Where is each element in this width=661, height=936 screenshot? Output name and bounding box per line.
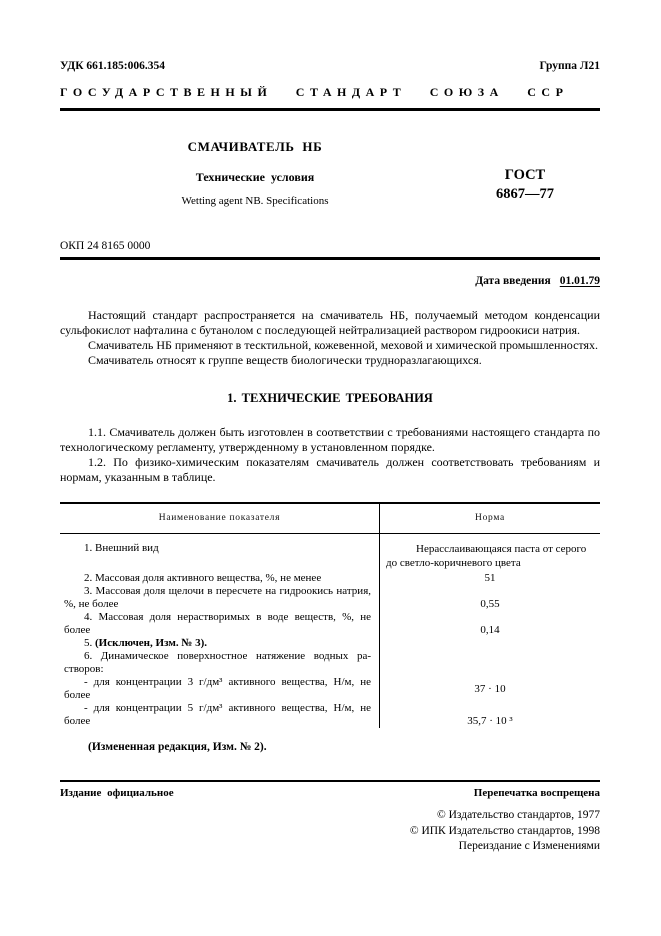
norm-value: 0,14 — [480, 624, 500, 636]
udk-code: УДК 661.185:006.354 — [60, 60, 165, 72]
indicator-name: 6. Динамическое поверхностное натяжение водных растворов: — [60, 650, 380, 676]
norm-value: 0,55 — [480, 598, 500, 610]
norm-value — [380, 637, 600, 650]
footer-divider — [60, 780, 600, 782]
intro-paragraph-1: Настоящий стандарт распространяется на смачиватель НБ, получаемый методом конденсации сульфокислот нафталина с бутанолом с последующей нейтрализацией раствором гидроокиси натрия. — [60, 308, 600, 337]
gost-designation — [450, 166, 600, 207]
title-block — [60, 139, 600, 207]
reprint-prohibited-label: Перепечатка воспрещена — [473, 787, 600, 799]
table-row — [60, 611, 600, 637]
section-1-heading: 1. ТЕХНИЧЕСКИЕ ТРЕБОВАНИЯ — [227, 391, 433, 405]
gost-label: ГОСТ — [504, 167, 546, 183]
standard-title-line: ГОСУДАРСТВЕННЫЙ СТАНДАРТ СОЮЗА ССР — [60, 85, 569, 99]
top-header-row — [60, 60, 600, 72]
table-row — [60, 702, 600, 728]
indicator-name: 4. Массовая доля нерастворимых в воде веществ, %, не более — [60, 611, 380, 637]
table-row — [60, 534, 600, 572]
top-divider — [60, 108, 600, 111]
okp-divider — [60, 257, 600, 260]
product-title: СМАЧИВАТЕЛЬ НБ — [187, 139, 323, 154]
group-label: Группа Л21 — [539, 60, 600, 72]
table-row — [60, 572, 600, 585]
norm-value: 35,7 · 10 ³ — [467, 715, 513, 727]
norm-value: 51 — [484, 572, 496, 584]
norm-value: 37 · 10 — [474, 682, 506, 695]
copyright-line: © Издательство стандартов, 1977 — [436, 809, 600, 821]
table-header-row — [60, 504, 600, 534]
table-row — [60, 585, 600, 611]
copyright-line: © ИПК Издательство стандартов, 1998 — [409, 824, 600, 837]
introduction-date — [60, 275, 600, 287]
clause-1-1: 1.1. Смачиватель должен быть изготовлен в соответствии с требованиями настоящего стандарта по технологическому регламенту, утвержденному в установленном порядке. — [60, 425, 600, 454]
title-left-column — [60, 139, 450, 207]
table-row — [60, 637, 600, 650]
table-header-name: Наименование показателя — [60, 504, 380, 533]
official-edition-label: Издание официальное — [60, 787, 174, 799]
product-subtitle: Технические условия — [195, 170, 315, 184]
amendment-note: (Измененная редакция, Изм. № 2). — [88, 741, 267, 753]
copyright-block — [60, 808, 600, 855]
intro-paragraph-2: Смачиватель НБ применяют в тесктильной, кожевенной, меховой и химической промышленностях. — [88, 338, 599, 352]
spec-table — [60, 502, 600, 728]
indicator-name: 1. Внешний вид — [60, 534, 380, 572]
indicator-name: 2. Массовая доля активного вещества, %, не менее — [60, 572, 380, 585]
table-header-norm: Норма — [475, 513, 505, 523]
norm-value — [380, 650, 600, 676]
introduction-date-label: Дата введения — [475, 275, 551, 287]
table-row — [60, 650, 600, 676]
intro-paragraph-3: Смачиватель относят к группе веществ биологически трудноразлагающихся. — [88, 353, 482, 367]
norm-value: Нерасслаивающаяся паста от серого до светло-коричневого цвета — [386, 543, 587, 569]
gost-number: 6867—77 — [496, 186, 554, 202]
indicator-name: 5. (Исключен, Изм. № 3). — [60, 637, 380, 650]
footer-row — [60, 787, 600, 799]
introduction-date-value: 01.01.79 — [559, 275, 600, 287]
copyright-line: Переиздание с Изменениями — [458, 840, 600, 852]
product-subtitle-en: Wetting agent NB. Specifications — [181, 195, 329, 207]
indicator-name: - для концентрации 3 г/дм³ активного вещества, Н/м, не более — [60, 676, 380, 702]
clause-1-2: 1.2. По физико-химическим показателям смачиватель должен соответствовать требованиям и нормам, указанным в таблице. — [60, 455, 600, 484]
table-row — [60, 676, 600, 702]
indicator-name: 3. Массовая доля щелочи в пересчете на гидроокись натрия, %, не более — [60, 585, 380, 611]
okp-code: ОКП 24 8165 0000 — [60, 240, 151, 252]
indicator-name: - для концентрации 5 г/дм³ активного вещества, Н/м, не более — [60, 702, 380, 728]
